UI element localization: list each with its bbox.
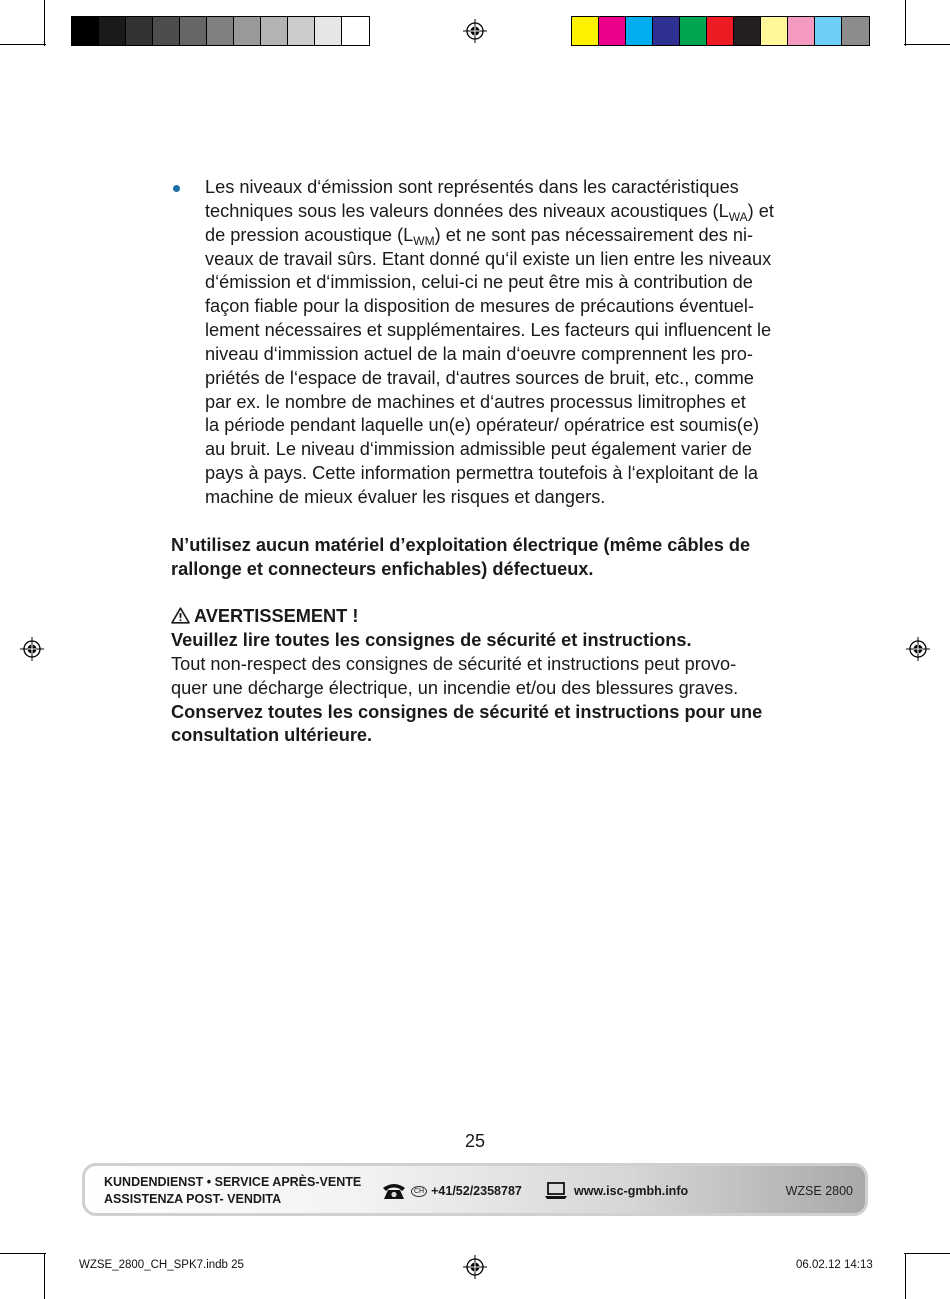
- crop-mark: [0, 44, 46, 45]
- bullet-dot-icon: [173, 185, 180, 192]
- crop-mark: [0, 1253, 46, 1254]
- warning-section: [171, 605, 783, 748]
- file-slug: WZSE_2800_CH_SPK7.indb 25: [79, 1259, 244, 1271]
- color-swatch: [126, 17, 153, 45]
- text-line: N’utilisez aucun matériel d’exploitation électrique (même câbles de: [171, 534, 751, 555]
- color-swatch: [342, 17, 369, 45]
- page-number: 25: [464, 1131, 486, 1151]
- color-swatch: [761, 17, 788, 45]
- text-line: façon fiable pour la disposition de mesures de précautions éventuel-: [205, 296, 754, 317]
- color-swatch: [572, 17, 599, 45]
- text-line: au bruit. Le niveau d‘immission admissible peut également varier de: [205, 439, 752, 460]
- text-line: veaux de travail sûrs. Etant donné qu‘il existe un lien entre les niveaux: [205, 248, 772, 269]
- color-swatch: [788, 17, 815, 45]
- defective-equipment-notice: [171, 534, 783, 582]
- color-swatch: [680, 17, 707, 45]
- grayscale-calibration-bar: [71, 16, 370, 46]
- crop-mark: [44, 0, 45, 46]
- registration-mark-icon: [20, 637, 44, 661]
- service-footer-bar: [82, 1163, 868, 1216]
- color-swatch: [180, 17, 207, 45]
- registration-mark-icon: [463, 1255, 487, 1279]
- model-number: WZSE 2800: [785, 1184, 853, 1198]
- color-swatch: [207, 17, 234, 45]
- text-line: quer une décharge électrique, un incendie et/ou des blessures graves.: [171, 677, 739, 698]
- color-swatch: [734, 17, 761, 45]
- crop-mark: [905, 1253, 906, 1299]
- color-calibration-bar: [571, 16, 870, 46]
- service-label: KUNDENDIENST • SERVICE APRÈS-VENTE ASSISTENZA POST- VENDITA: [104, 1175, 362, 1206]
- service-phone: [381, 1182, 522, 1200]
- text-line: lement nécessaires et supplémentaires. Les facteurs qui influencent le: [205, 320, 772, 341]
- color-swatch: [261, 17, 288, 45]
- laptop-icon: [544, 1182, 568, 1200]
- crop-mark: [904, 44, 950, 45]
- text-line: techniques sous les valeurs données des niveaux acoustiques $(L_{WA})$ et: [205, 200, 774, 224]
- registration-mark-icon: [463, 19, 487, 43]
- text-line: priétés de l‘espace de travail, d‘autres sources de bruit, etc., comme: [205, 367, 754, 388]
- color-swatch: [153, 17, 180, 45]
- text-line: pays à pays. Cette information permettra toutefois à l‘exploitant de la: [205, 463, 758, 484]
- color-swatch: [653, 17, 680, 45]
- text-line: la période pendant laquelle un(e) opérateur/ opératrice est soumis(e): [205, 415, 760, 436]
- website-link[interactable]: www.isc-gmbh.info: [574, 1184, 689, 1198]
- text-line: par ex. le nombre de machines et d‘autres processus limitrophes et: [205, 391, 746, 412]
- color-swatch: [234, 17, 261, 45]
- crop-mark: [44, 1253, 45, 1299]
- text-line: consultation ultérieure.: [171, 725, 373, 746]
- warning-triangle-icon: [171, 607, 190, 624]
- crop-mark: [904, 1253, 950, 1254]
- phone-number: +41/52/2358787: [431, 1184, 522, 1198]
- color-swatch: [72, 17, 99, 45]
- service-website: [544, 1182, 688, 1200]
- color-swatch: [707, 17, 734, 45]
- text-line: Conservez toutes les consignes de sécurité et instructions pour une: [171, 701, 763, 722]
- page-content: [171, 176, 783, 748]
- color-swatch: [815, 17, 842, 45]
- color-swatch: [599, 17, 626, 45]
- color-swatch: [626, 17, 653, 45]
- country-badge: CH: [411, 1186, 427, 1197]
- text-line: niveau d‘immission actuel de la main d‘oeuvre comprennent les pro-: [205, 343, 753, 364]
- crop-mark: [905, 0, 906, 46]
- noise-emission-bullet: [171, 176, 783, 510]
- print-date-slug: 06.02.12 14:13: [796, 1259, 873, 1271]
- text-line: rallonge et connecteurs enfichables) défectueux.: [171, 558, 594, 579]
- warning-read-instructions: Veuillez lire toutes les consignes de sécurité et instructions.: [171, 630, 692, 651]
- telephone-icon: [381, 1182, 407, 1200]
- text-line: d‘émission et d‘immission, celui-ci ne peut être mis à contribution de: [205, 272, 753, 293]
- registration-mark-icon: [906, 637, 930, 661]
- text-line: Les niveaux d‘émission sont représentés dans les caractéristiques: [205, 177, 739, 197]
- text-line: de pression acoustique $(L_{WM})$ et ne sont pas nécessairement des ni-: [205, 224, 754, 248]
- subscript-wa: WA: [728, 209, 748, 224]
- color-swatch: [842, 17, 869, 45]
- subscript-wm: WM: [413, 233, 435, 248]
- warning-heading: AVERTISSEMENT !: [171, 605, 783, 629]
- text-line: Tout non-respect des consignes de sécurité et instructions peut provo-: [171, 653, 737, 674]
- color-swatch: [288, 17, 315, 45]
- text-line: machine de mieux évaluer les risques et dangers.: [205, 486, 606, 507]
- color-swatch: [315, 17, 342, 45]
- color-swatch: [99, 17, 126, 45]
